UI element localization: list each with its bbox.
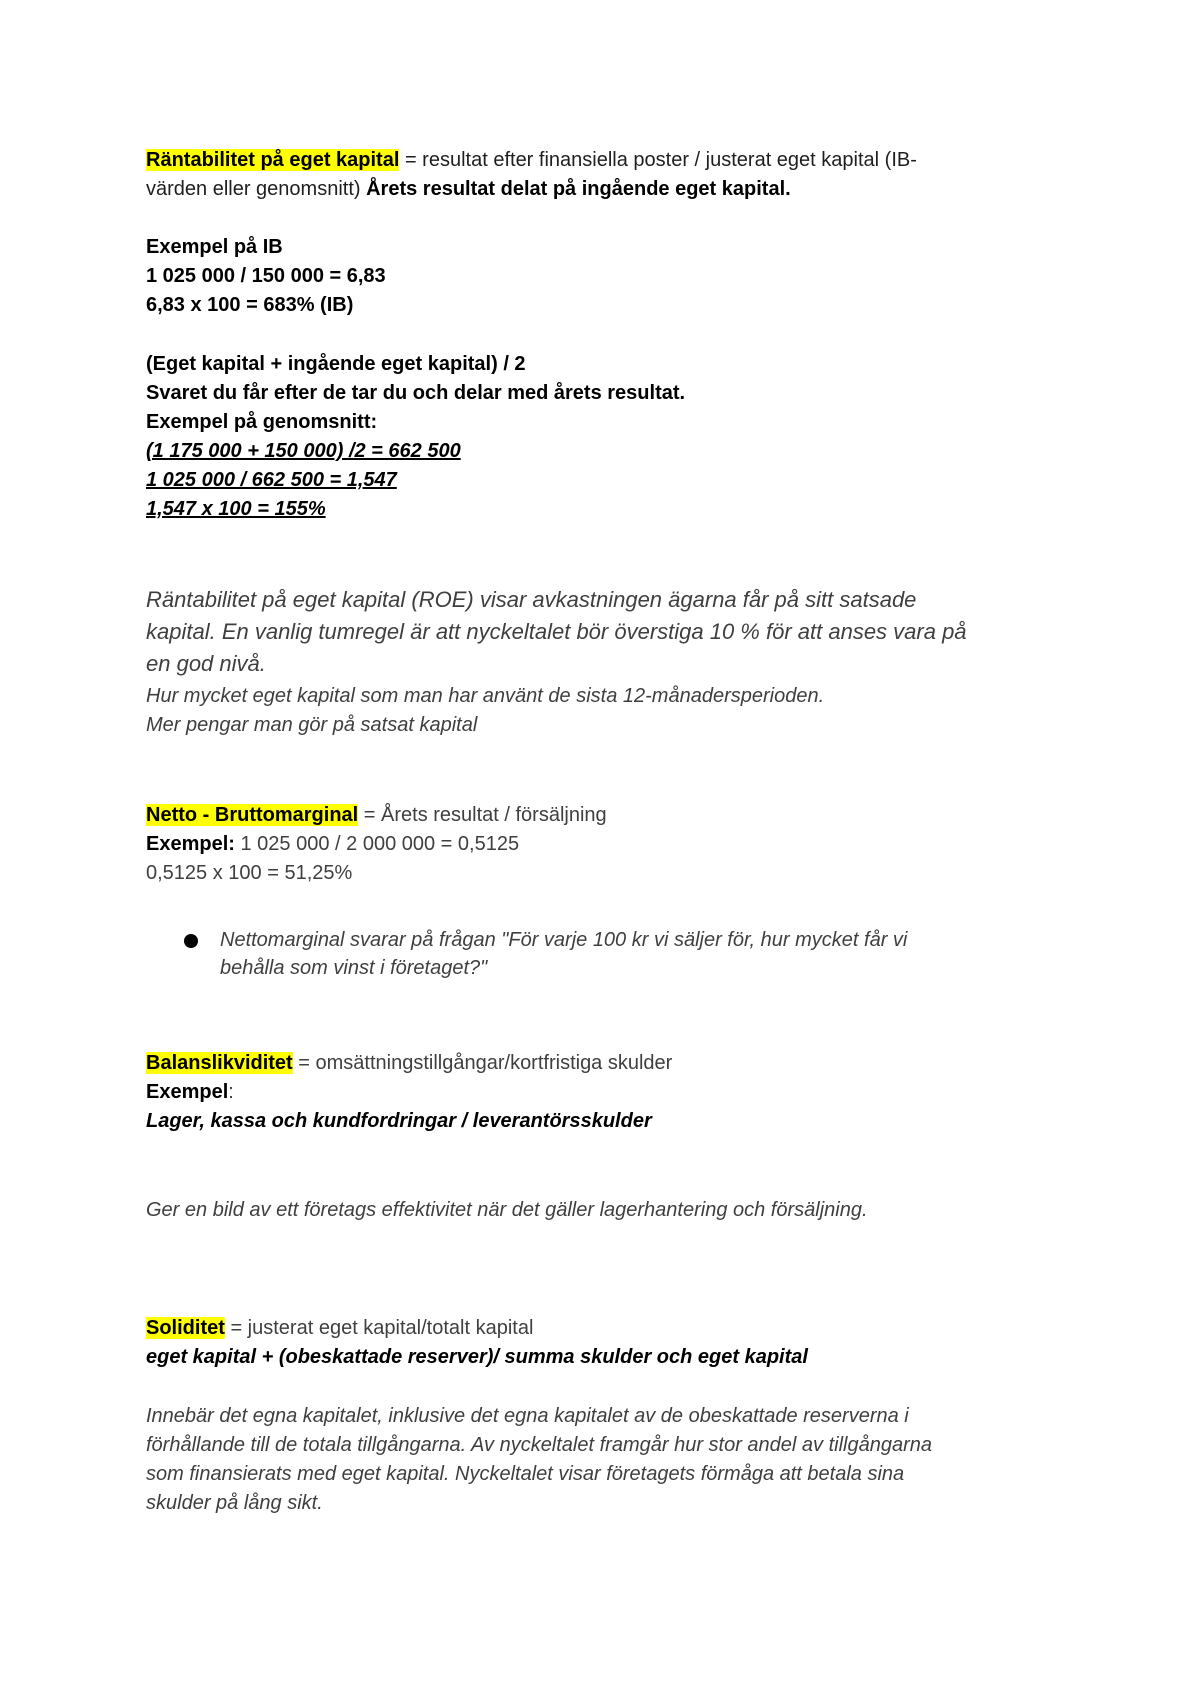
- roe-average-example-line-3: 1,547 x 100 = 155%: [146, 498, 326, 520]
- bullet-icon: [184, 934, 198, 948]
- roe-description-line-1: Räntabilitet på eget kapital (ROE) visar avkastningen ägarna får på sitt satsade: [146, 587, 917, 612]
- liquidity-definition-line: [146, 1049, 1076, 1077]
- roe-description-line-5: Mer pengar man gör på satsat kapital: [146, 714, 478, 736]
- liquidity-example-colon: :: [228, 1081, 234, 1103]
- roe-average-example-title: Exempel på genomsnitt:: [146, 411, 378, 433]
- roe-average-example-line-2: 1 025 000 / 662 500 = 1,547: [146, 469, 397, 491]
- roe-definition-line-2: [146, 175, 1076, 203]
- solidity-definition-line: [146, 1314, 1076, 1342]
- roe-ib-example-line-1: 1 025 000 / 150 000 = 6,83: [146, 265, 386, 287]
- margin-bullet-line-2: behålla som vinst i företaget?": [220, 957, 488, 979]
- margin-example-line-1: [146, 830, 1076, 858]
- roe-definition-line-1: [146, 146, 1076, 174]
- liquidity-example-label-line: [146, 1078, 1076, 1106]
- roe-ib-example-title: Exempel på IB: [146, 236, 283, 258]
- margin-example-line-2: 0,5125 x 100 = 51,25%: [146, 862, 353, 884]
- liquidity-example-label: Exempel: [146, 1081, 229, 1103]
- margin-definition-line: [146, 801, 1076, 829]
- solidity-formula: eget kapital + (obeskattade reserver)/ summa skulder och eget kapital: [146, 1346, 808, 1368]
- solidity-description-line-1: Innebär det egna kapitalet, inklusive det egna kapitalet av de obeskattade reserverna i: [146, 1405, 909, 1427]
- roe-description-line-3: en god nivå.: [146, 651, 266, 676]
- solidity-definition-text: = justerat eget kapital/totalt kapital: [224, 1317, 534, 1339]
- roe-description-line-2: kapital. En vanlig tumregel är att nyckeltalet bör överstiga 10 % för att anses vara på: [146, 619, 967, 644]
- margin-example-label: Exempel:: [146, 833, 235, 855]
- liquidity-example-formula: Lager, kassa och kundfordringar / leverantörsskulder: [146, 1110, 652, 1132]
- liquidity-description: Ger en bild av ett företags effektivitet när det gäller lagerhantering och försäljning.: [146, 1199, 868, 1221]
- solidity-description-line-3: som finansierats med eget kapital. Nyckeltalet visar företagets förmåga att betala sina: [146, 1463, 905, 1485]
- roe-definition-text: = resultat efter finansiella poster / justerat eget kapital (IB-: [399, 149, 917, 171]
- margin-term-highlight: Netto - Bruttomarginal: [146, 804, 359, 826]
- roe-definition-bold: Årets resultat delat på ingående eget kapital.: [366, 178, 791, 200]
- solidity-description-line-4: skulder på lång sikt.: [146, 1492, 323, 1514]
- liquidity-definition-text: = omsättningstillgångar/kortfristiga skulder: [292, 1052, 673, 1074]
- liquidity-term-highlight: Balanslikviditet: [146, 1052, 293, 1074]
- roe-description-line-4: Hur mycket eget kapital som man har använt de sista 12-månadersperioden.: [146, 685, 825, 707]
- solidity-term-highlight: Soliditet: [146, 1317, 225, 1339]
- margin-definition-text: = Årets resultat / försäljning: [358, 804, 607, 826]
- roe-average-note: Svaret du får efter de tar du och delar med årets resultat.: [146, 382, 686, 404]
- roe-term-highlight: Räntabilitet på eget kapital: [146, 149, 400, 171]
- roe-ib-example-line-2: 6,83 x 100 = 683% (IB): [146, 294, 354, 316]
- roe-average-formula: (Eget kapital + ingående eget kapital) / 2: [146, 353, 526, 375]
- margin-bullet-line-1: Nettomarginal svarar på frågan "För varje 100 kr vi säljer för, hur mycket får vi: [220, 929, 908, 951]
- solidity-description-line-2: förhållande till de totala tillgångarna. Av nyckeltalet framgår hur stor andel av tillgångarna: [146, 1434, 933, 1456]
- roe-definition-continued: värden eller genomsnitt): [146, 178, 367, 200]
- margin-example-value-1: 1 025 000 / 2 000 000 = 0,5125: [234, 833, 520, 855]
- roe-average-example-line-1: (1 175 000 + 150 000) /2 = 662 500: [146, 440, 461, 462]
